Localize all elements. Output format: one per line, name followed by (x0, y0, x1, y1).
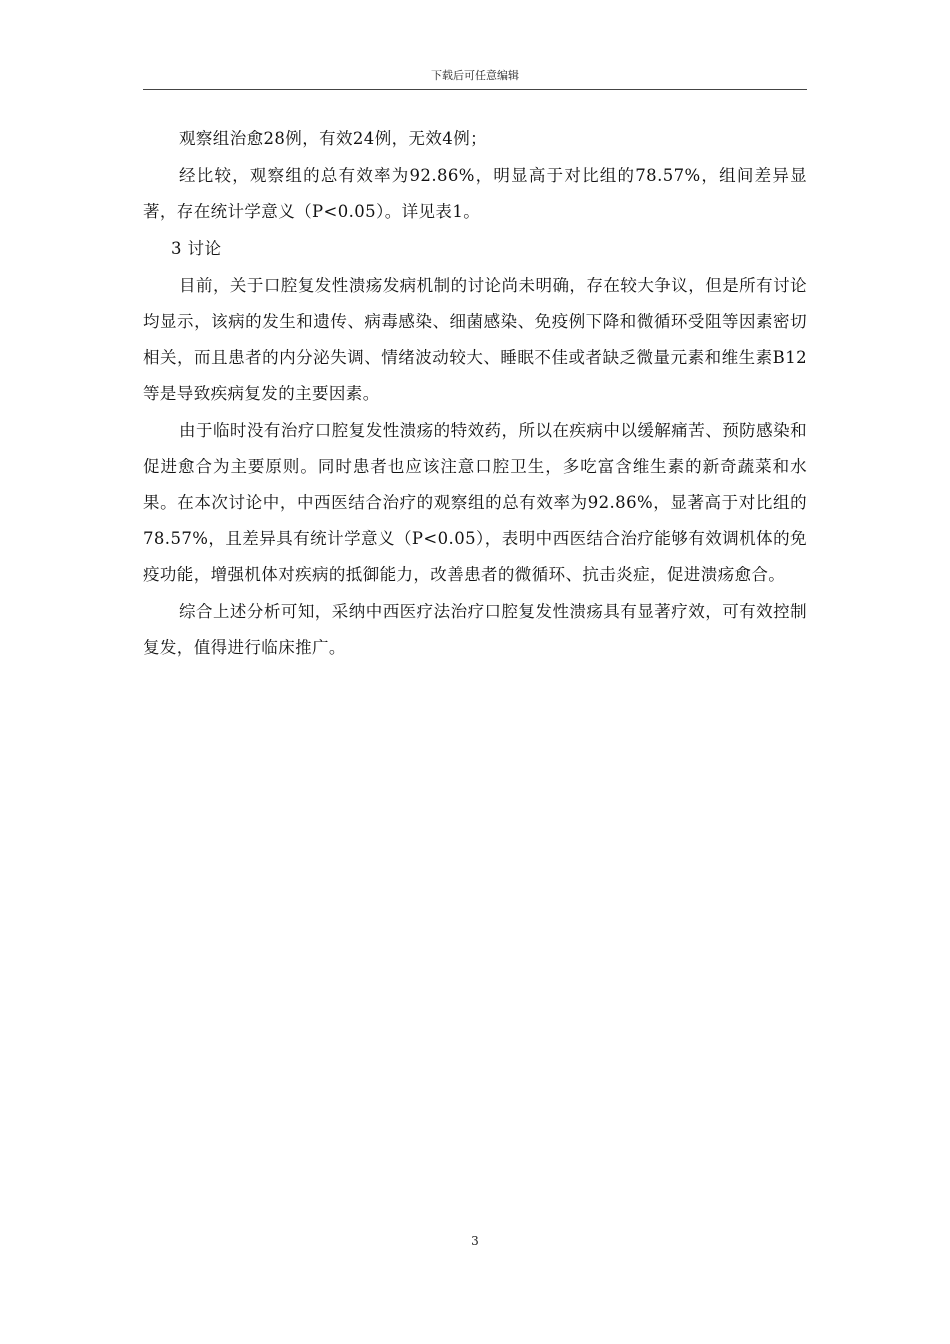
section-heading-discussion: 3 讨论 (171, 239, 222, 258)
document-body (143, 121, 807, 667)
header-divider (143, 89, 807, 90)
results-paragraph-comparison: 经比较，观察组的总有效率为92.86%，明显高于对比组的78.57%，组间差异显著，存在统计学意义（P<0.05）。详见表1。 (143, 166, 807, 221)
results-paragraph-observation: 观察组治愈28例，有效24例，无效4例； (179, 129, 487, 148)
discussion-paragraph-1: 目前，关于口腔复发性溃疡发病机制的讨论尚未明确，存在较大争议，但是所有讨论均显示，该病的发生和遗传、病毒感染、细菌感染、免疫例下降和微循环受阻等因素密切相关，而且患者的内分泌失调、情绪波动较大、睡眠不佳或者缺乏微量元素和维生素B12等是导致疾病复发的主要因素。 (143, 276, 807, 403)
discussion-paragraph-3: 综合上述分析可知，采纳中西医疗法治疗口腔复发性溃疡具有显著疗效，可有效控制复发，值得进行临床推广。 (143, 602, 807, 657)
page-number: 3 (471, 1234, 479, 1248)
page-header: 下载后可任意编辑 (431, 69, 519, 82)
discussion-paragraph-2: 由于临时没有治疗口腔复发性溃疡的特效药，所以在疾病中以缓解痛苦、预防感染和促进愈合为主要原则。同时患者也应该注意口腔卫生，多吃富含维生素的新奇蔬菜和水果。在本次讨论中，中西医结合治疗的观察组的总有效率为92.86%，显著高于对比组的78.57%，且差异具有统计学意义（P<0.05），表明中西医结合治疗能够有效调机体的免疫功能，增强机体对疾病的抵御能力，改善患者的微循环、抗击炎症，促进溃疡愈合。 (143, 421, 807, 584)
